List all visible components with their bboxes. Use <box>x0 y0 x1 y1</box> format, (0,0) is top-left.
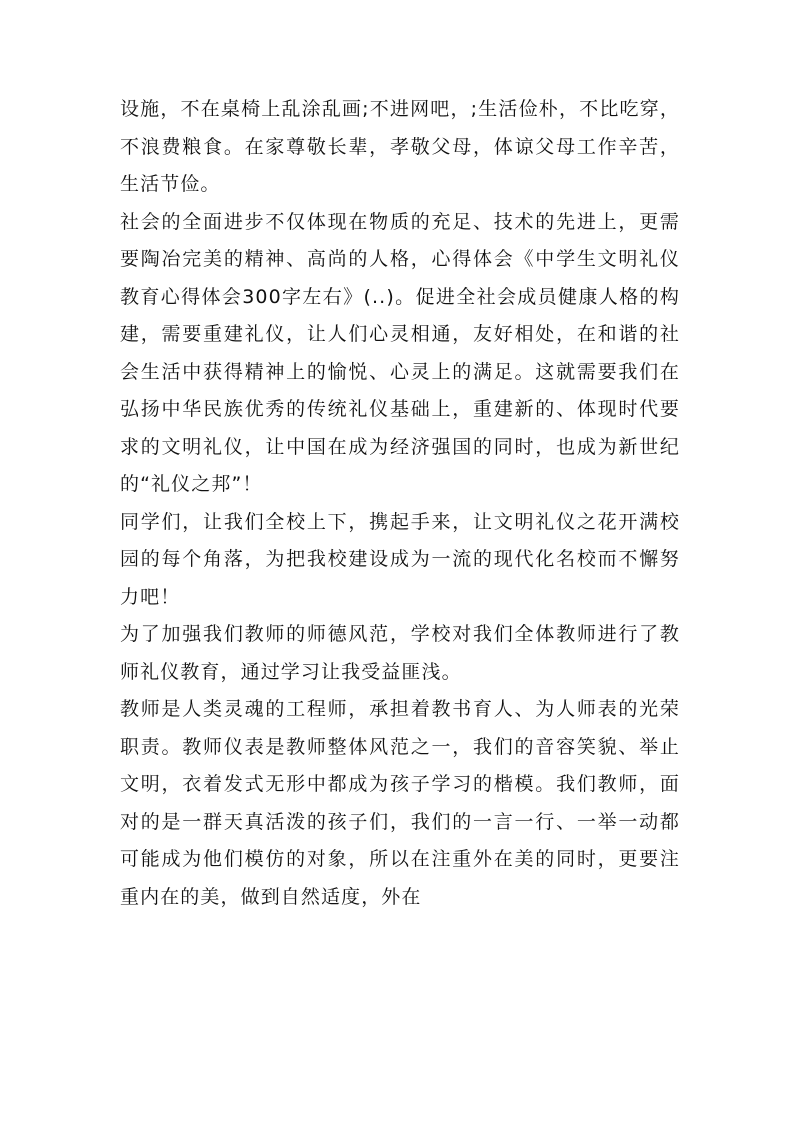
paragraph-teacher-role: 教师是人类灵魂的工程师，承担着教书育人、为人师表的光荣职责。教师仪表是教师整体风范之一，我们的音容笑貌、举止文明，衣着发式无形中都成为孩子学习的楷模。我们教师，面对的是一群天真活泼的孩子们，我们的一言一行、一举一动都可能成为他们模仿的对象，所以在注重外在美的同时，更要注重内在的美，做到自然适度，外在 <box>120 698 680 908</box>
paragraph-teacher-training: 为了加强我们教师的师德风范，学校对我们全体教师进行了教师礼仪教育，通过学习让我受益匪浅。 <box>120 623 680 683</box>
paragraph-call-to-students: 同学们，让我们全校上下，携起手来，让文明礼仪之花开满校园的每个角落，为把我校建设成为一流的现代化名校而不懈努力吧！ <box>120 510 680 608</box>
paragraph-personal-conduct: 设施，不在桌椅上乱涂乱画;不进网吧，;生活俭朴，不比吃穿，不浪费粮食。在家尊敬长辈，孝敬父母，体谅父母工作辛苦，生活节俭。 <box>120 98 680 195</box>
document-body <box>120 91 680 916</box>
paragraph-social-progress: 社会的全面进步不仅体现在物质的充足、技术的先进上，更需要陶冶完美的精神、高尚的人格，心得体会《中学生文明礼仪教育心得体会300字左右》(..)。促进全社会成员健康人格的构建，需要重建礼仪，让人们心灵相通，友好相处，在和谐的社会生活中获得精神上的愉悦、心灵上的满足。这就需要我们在弘扬中华民族优秀的传统礼仪基础上，重建新的、体现时代要求的文明礼仪，让中国在成为经济强国的同时，也成为新世纪的“礼仪之邦”！ <box>120 210 680 495</box>
